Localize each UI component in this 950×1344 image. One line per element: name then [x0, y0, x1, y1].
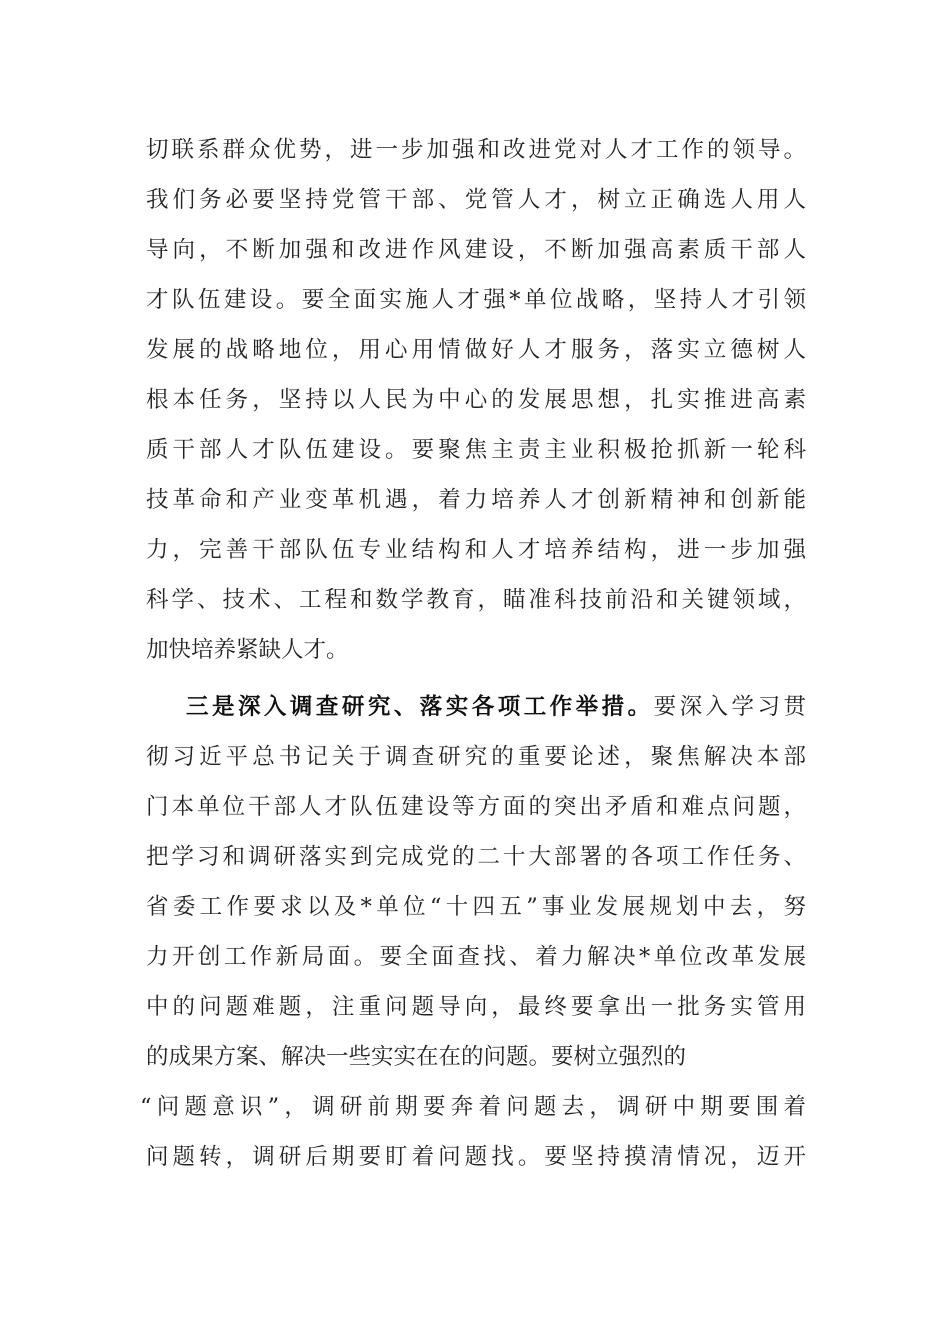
text-line: 根本任务，坚持以人民为中心的发展思想，扎实推进高素	[146, 387, 806, 413]
heading-line-rest: 要深入学习贯	[653, 694, 806, 720]
text-line: 发展的战略地位，用心用情做好人才服务，落实立德树人	[146, 337, 806, 363]
text-line: 彻习近平总书记关于调查研究的重要论述，聚焦解决本部	[146, 744, 806, 770]
text-line: 加快培养紧缺人才。	[146, 637, 349, 663]
text-line: 省委工作要求以及*单位“十四五”事业发展规划中去，努	[146, 894, 806, 920]
text-line: 才队伍建设。要全面实施人才强*单位战略，坚持人才引领	[146, 287, 806, 313]
text-line: “问题意识”，调研前期要奔着问题去，调研中期要围着	[140, 1094, 806, 1120]
text-line: 切联系群众优势，进一步加强和改进党对人才工作的领导。	[146, 137, 806, 163]
text-line: 技革命和产业变革机遇，着力培养人才创新精神和创新能	[146, 487, 806, 513]
text-line: 中的问题难题，注重问题导向，最终要拿出一批务实管用	[146, 994, 806, 1020]
text-line: 的成果方案、解决一些实实在在的问题。要树立强烈的	[146, 1044, 687, 1070]
text-line: 力开创工作新局面。要全面查找、着力解决*单位改革发展	[146, 944, 806, 970]
text-line: 把学习和调研落实到完成党的二十大部署的各项工作任务、	[146, 844, 806, 870]
paragraph-heading: 三是深入调查研究、落实各项工作举措。	[186, 694, 654, 720]
text-line: 力，完善干部队伍专业结构和人才培养结构，进一步加强	[146, 537, 806, 563]
paragraph-heading-line	[186, 689, 806, 725]
text-line: 导向，不断加强和改进作风建设，不断加强高素质干部人	[146, 237, 806, 263]
text-line: 问题转，调研后期要盯着问题找。要坚持摸清情况，迈开	[146, 1144, 806, 1170]
text-line: 门本单位干部人才队伍建设等方面的突出矛盾和难点问题，	[146, 794, 806, 820]
text-line: 科学、技术、工程和数学教育，瞄准科技前沿和关键领域，	[146, 587, 806, 613]
text-line: 我们务必要坚持党管干部、党管人才，树立正确选人用人	[146, 187, 806, 213]
text-line: 质干部人才队伍建设。要聚焦主责主业积极抢抓新一轮科	[146, 437, 806, 463]
